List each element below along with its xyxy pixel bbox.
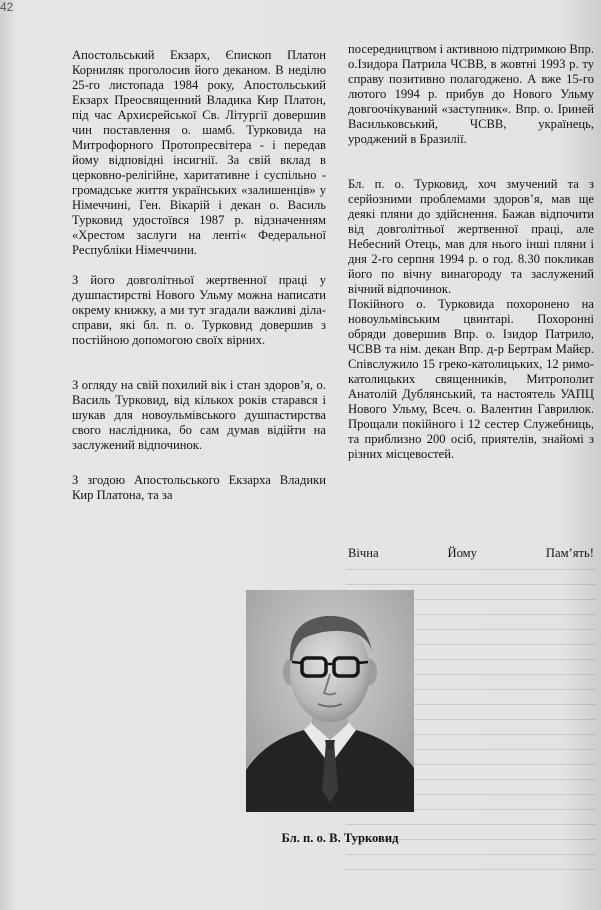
eternal-word: Вічна [348, 546, 379, 560]
portrait-image [246, 590, 414, 812]
paragraph: Покійного о. Турковида похоронено на новоульмівським цвинтарі. Похоронні обряди довершив Впр. о. Ізидор Патрило, ЧСВВ та нім. декан Впр. д-р Бертрам Майєр. Співслужило 15 греко-католицьких, 12 римо-католицьких священників, Митрополит Анатолій Дублянський, та настоятель УАПЦ Нового Ульму, Всеч. о. Валентин Гаврилюк. Прощали покійного і 12 сестер Служебниць, та приблизно 200 осіб, приятелів, знайомі з різних місцевостей. [348, 297, 594, 461]
eternal-word: Йому [447, 546, 477, 560]
right-text-column [348, 42, 594, 462]
eternal-memory-line [348, 546, 594, 561]
paragraph: посередництвом і активною підтримкою Впр. о.Ізидора Патрила ЧСВВ, в жовтні 1993 р. ту справу позитивно полагоджено. А вже 15-го лютого 1994 р. прибув до Нового Ульму довгоочікуваний «заступник«. Впр. о. Іриней Васильковський, ЧСВВ, українець, уроджений в Бразилії. [348, 42, 594, 146]
page-corner-mark: 42 [0, 0, 14, 14]
paragraph: З огляду на свій похилий вік і стан здоров’я, о. Василь Турковид, від кількох років старався і шукав для новоульмівського душпастирства свого наслідника, бо сам думав відійти на заслужений відпочинок. [72, 378, 326, 452]
eternal-word: Пам’ять! [545, 546, 594, 560]
paragraph: З його довголітньої жертвенної праці у душпастирстві Нового Ульму можна написати окрему книжку, а ми тут згадали важливі діла-справи, які бл. п. о. Турковид довершив з постійною допомогою своїх вірних. [72, 273, 326, 347]
portrait-photo [246, 590, 414, 812]
left-text-column [72, 48, 326, 503]
paragraph: З згодою Апостольського Екзарха Владики Кир Платона, та за [72, 473, 326, 502]
photo-caption: Бл. п. о. В. Турковид [281, 831, 399, 845]
paragraph: Апостольський Екзарх, Єпископ Платон Корниляк проголосив його деканом. В неділю 25-го листопада 1984 року, Апостольський Екзарх Преосвященний Владика Кир Платон, під час Архиєрейської Св. Літургії довершив чин поставлення о. шамб. Турковида на Митрофорного Протопресвітера - і передав йому відповідні інсигнії. За свій вклад в церковно-релігійне, харитативне і суспільно - громадське життя українських «залишенців» у Німеччині, Ген. Вікарій і декан о. Василь Турковид удостоївся 1987 р. відзначенням «Хрестом заслуги на ленті« Федеральної Республіки Німеччини. [72, 48, 326, 257]
paragraph: Бл. п. о. Турковид, хоч змучений та з серйозними проблемами здоров’я, мав ще деякі пляни до здійснення. Бажав відпочити від довголітньої жертвенної праці, але Небесний Отець, мав для нього інші пляни і дня 2-го серпня 1994 р. о год. 8.30 покликав його по вічну винагороду та заслужений вічний відпочинок. [348, 177, 594, 296]
